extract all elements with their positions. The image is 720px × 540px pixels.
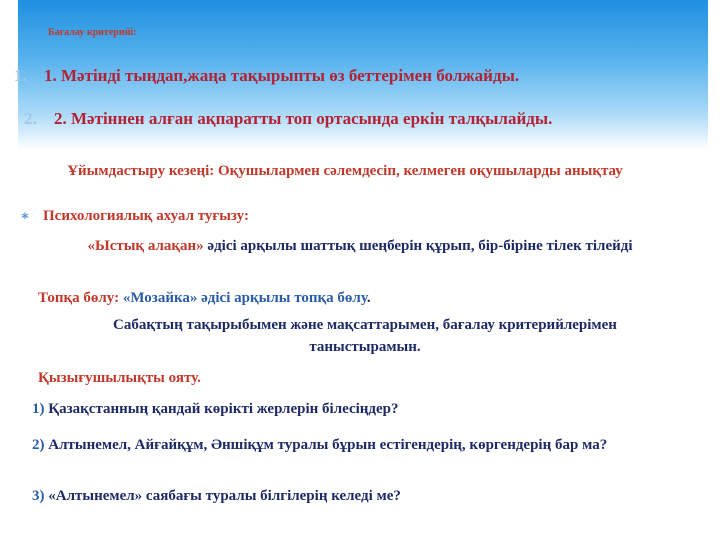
- criteria-2-text: 2. Мәтіннен алған ақпаратты топ ортасында еркін талқылайды.: [54, 109, 553, 128]
- organization-text: Оқушылармен сәлемдесіп, келмеген оқушыларды анықтау: [214, 163, 623, 179]
- question-1-text: Қазақстанның қандай көрікті жерлерін білесіңдер?: [44, 401, 399, 417]
- interest-heading: Қызығушылықты ояту.: [38, 370, 201, 386]
- criteria-2-marker: 2.: [24, 109, 37, 128]
- question-2: [32, 432, 672, 458]
- psychology-heading: Психологиялық ахуал туғызу:: [43, 208, 249, 224]
- criteria-1-text: 1. Мәтінді тыңдап,жаңа тақырыпты өз беттерімен болжайды.: [44, 66, 520, 85]
- question-2-number: 2): [32, 437, 45, 453]
- question-1: [32, 401, 399, 418]
- warmup-method: «Ыстық алақан»: [87, 238, 204, 254]
- question-2-text: Алтынемел, Айғайқұм, Әншіқұм туралы бұрын естігендерің, көргендерің бар ма?: [44, 437, 608, 453]
- criteria-title: Бағалау критерийі:: [48, 27, 137, 38]
- grouping-line: [38, 290, 371, 307]
- question-3-number: 3): [32, 488, 45, 504]
- criteria-1-marker: 1.: [14, 66, 27, 85]
- organization-stage: [40, 160, 650, 182]
- bullet-icon: ∗: [20, 209, 30, 224]
- organization-label: Ұйымдастыру кезеңі:: [67, 163, 215, 179]
- question-3: [32, 488, 401, 505]
- warmup-activity: [40, 235, 680, 257]
- question-3-text: «Алтынемел» саябағы туралы білгілерің келеді ме?: [44, 488, 401, 504]
- grouping-end: .: [366, 290, 371, 306]
- introduction-text: Сабақтың тақырыбымен және мақсаттарымен, бағалау критерийлерімен таныстырамын.: [113, 317, 617, 355]
- question-1-number: 1): [32, 401, 45, 417]
- grouping-method: «Мозайка» әдісі арқылы топқа бөлу: [122, 290, 367, 306]
- grouping-label: Топқа бөлу:: [38, 290, 120, 306]
- warmup-text: әдісі арқылы шаттық шеңберін құрып, бір-біріне тілек тілейді: [203, 238, 633, 254]
